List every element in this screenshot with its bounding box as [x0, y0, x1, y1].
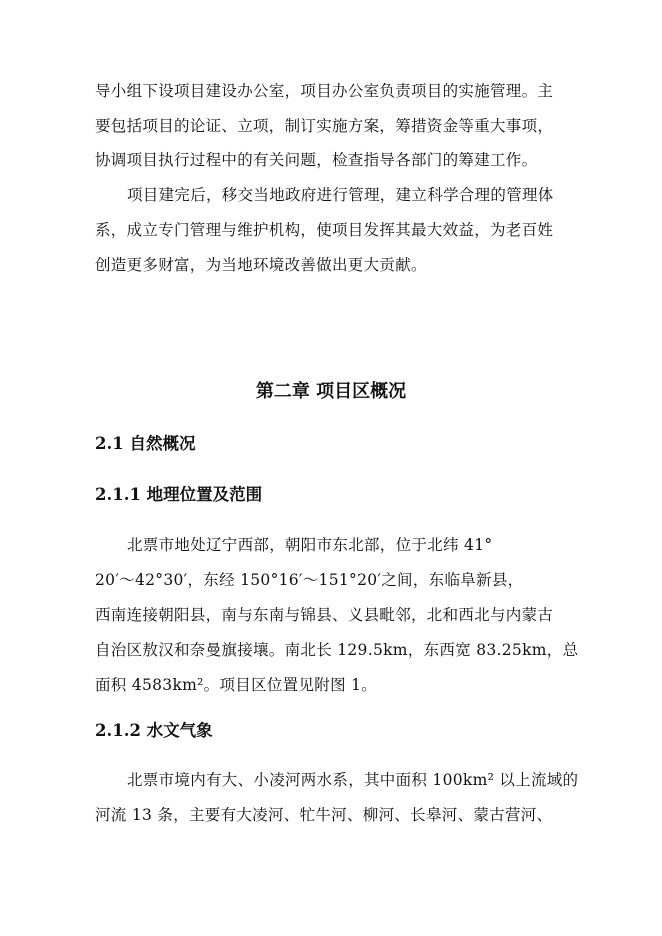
paragraph-line: 项目建完后，移交当地政府进行管理，建立科学合理的管理体 [127, 186, 554, 204]
paragraph-line: 要包括项目的论证、立项，制订实施方案，筹措资金等重大事项， [95, 117, 554, 135]
section-heading-2-1-2: 2.1.2 水文气象 [95, 721, 213, 740]
paragraph-line: 20′～42°30′，东经 150°16′～151°20′之间，东临阜新县， [95, 571, 524, 589]
paragraph-line: 创造更多财富，为当地环境改善做出更大贡献。 [95, 256, 427, 274]
paragraph-line: 北票市地处辽宁西部，朝阳市东北部，位于北纬 41° [127, 536, 493, 554]
section-heading-2-1-1: 2.1.1 地理位置及范围 [95, 485, 263, 504]
chapter-title: 第二章 项目区概况 [255, 381, 407, 402]
paragraph-line: 协调项目执行过程中的有关问题，检查指导各部门的筹建工作。 [95, 151, 538, 169]
section-heading-2-1: 2.1 自然概况 [95, 434, 196, 453]
paragraph-line: 面积 4583km²。项目区位置见附图 1。 [95, 676, 378, 694]
paragraph-line: 北票市境内有大、小凌河两水系，其中面积 100km² 以上流域的 [127, 771, 579, 789]
paragraph-line: 西南连接朝阳县，南与东南与锦县、义县毗邻，北和西北与内蒙古 [95, 606, 554, 624]
paragraph-line: 导小组下设项目建设办公室，项目办公室负责项目的实施管理。主 [95, 82, 554, 100]
paragraph-line: 系，成立专门管理与维护机构，使项目发挥其最大效益，为老百姓 [95, 221, 554, 239]
paragraph-line: 河流 13 条，主要有大凌河、牤牛河、柳河、长皋河、蒙古营河、 [95, 806, 553, 824]
paragraph-line: 自治区敖汉和奈曼旗接壤。南北长 129.5km，东西宽 83.25km，总 [95, 641, 579, 659]
